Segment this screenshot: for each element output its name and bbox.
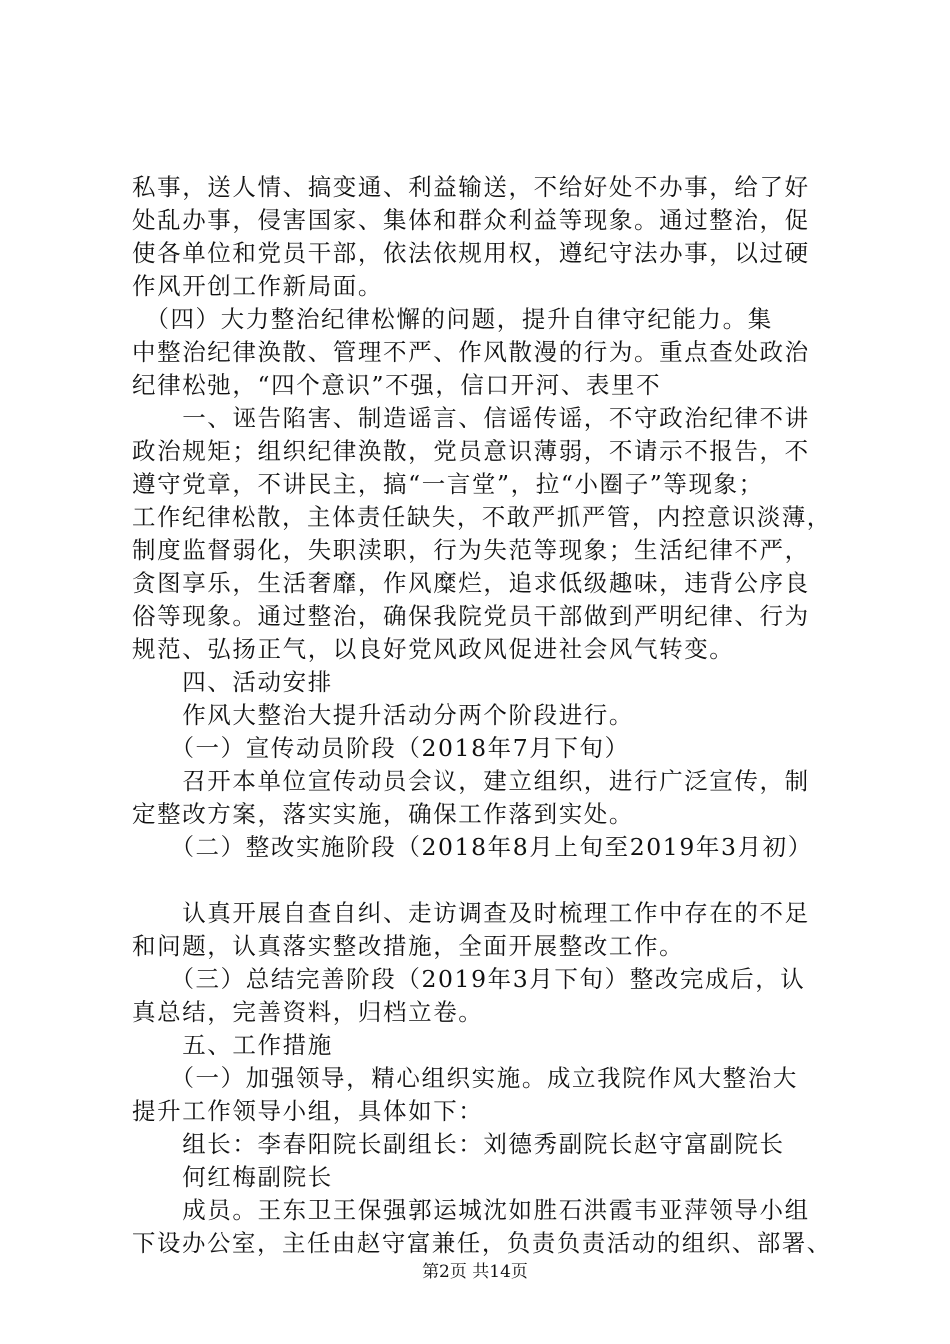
body-line: 定整改方案，落实实施，确保工作落到实处。 xyxy=(132,800,634,828)
body-line: 作风大整治大提升活动分两个阶段进行。 xyxy=(132,701,634,729)
body-line: 何红梅副院长 xyxy=(132,1163,333,1191)
body-line: 处乱办事，侵害国家、集体和群众利益等现象。通过整治，促 xyxy=(132,206,810,234)
body-line: 认真开展自查自纠、走访调查及时梳理工作中存在的不足 xyxy=(132,899,810,927)
body-line: 纪律松弛，“四个意识”不强，信口开河、表里不 xyxy=(132,371,662,399)
body-line: 组长：李春阳院长副组长：刘德秀副院长赵守富副院长 xyxy=(132,1130,785,1158)
body-line: 召开本单位宣传动员会议，建立组织，进行广泛宣传，制 xyxy=(132,767,810,795)
body-line: 私事，送人情、搞变通、利益输送，不给好处不办事，给了好 xyxy=(132,173,810,201)
body-line: 下设办公室，主任由赵守富兼任，负责负责活动的组织、部署、 xyxy=(132,1229,832,1257)
section-heading: 五、工作措施 xyxy=(132,1031,333,1059)
body-line: 和问题，认真落实整改措施，全面开展整改工作。 xyxy=(132,932,685,960)
body-line: 成员。王东卫王保强郭运城沈如胜石洪霞韦亚萍领导小组 xyxy=(132,1196,810,1224)
subsection-heading: （一）加强领导，精心组织实施。成立我院作风大整治大 xyxy=(132,1064,798,1092)
section-heading: 四、活动安排 xyxy=(132,668,333,696)
body-line: 真总结，完善资料，归档立卷。 xyxy=(132,998,484,1026)
page-number-footer: 第2页 共14页 xyxy=(422,1262,528,1282)
body-line: 规范、弘扬正气，以良好党风政风促进社会风气转变。 xyxy=(132,635,735,663)
body-line: 政治规矩；组织纪律涣散，党员意识薄弱，不请示不报告，不 xyxy=(132,437,810,465)
body-line: 作风开创工作新局面。 xyxy=(132,272,383,300)
subsection-heading: （二）整改实施阶段（2018年8月上旬至2019年3月初） xyxy=(132,833,813,861)
body-line: 遵守党章，不讲民主，搞“一言堂”，拉“小圈子”等现象； xyxy=(132,470,764,498)
body-line: 中整治纪律涣散、管理不严、作风散漫的行为。重点查处政治 xyxy=(132,338,810,366)
body-line: 工作纪律松散，主体责任缺失，不敢严抓严管，内控意识淡薄， xyxy=(132,503,832,531)
body-line: 制度监督弱化，失职渎职，行为失范等现象；生活纪律不严， xyxy=(132,536,810,564)
body-line: 贪图享乐，生活奢靡，作风糜烂，追求低级趣味，违背公序良 xyxy=(132,569,810,597)
body-line: 一、诬告陷害、制造谣言、信谣传谣，不守政治纪律不讲 xyxy=(132,404,810,432)
subsection-heading: （一）宣传动员阶段（2018年7月下旬） xyxy=(132,734,630,762)
body-line: （四）大力整治纪律松懈的问题，提升自律守纪能力。集 xyxy=(132,305,773,333)
subsection-heading: （三）总结完善阶段（2019年3月下旬）整改完成后，认 xyxy=(132,965,806,993)
body-line: 俗等现象。通过整治，确保我院党员干部做到严明纪律、行为 xyxy=(132,602,810,630)
body-line: 提升工作领导小组，具体如下： xyxy=(132,1097,484,1125)
body-line: 使各单位和党员干部，依法依规用权，遵纪守法办事，以过硬 xyxy=(132,239,810,267)
